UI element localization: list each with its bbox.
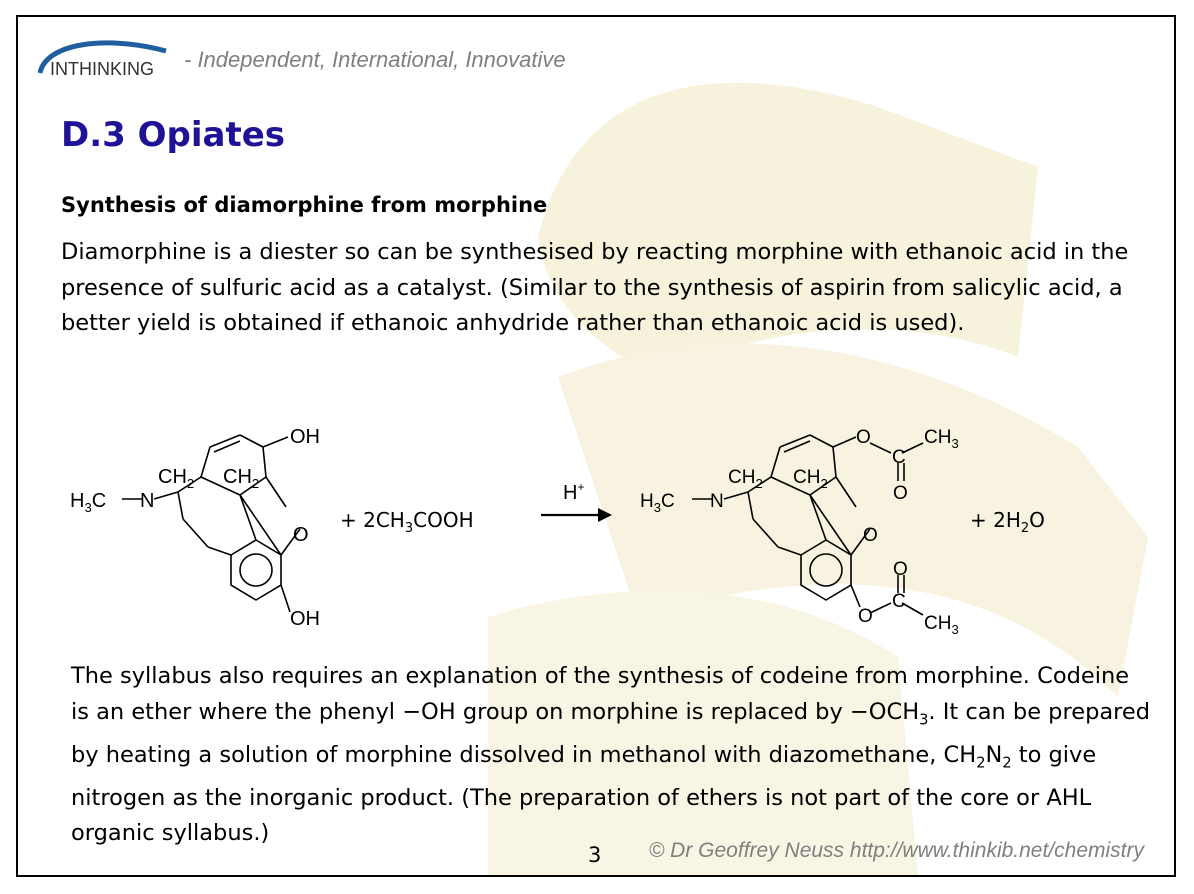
svg-text:CH2: $CH_2$: [793, 467, 828, 491]
inthinking-logo: [36, 29, 186, 79]
catalyst-label: H+: [563, 480, 585, 504]
svg-text:CH3: $CH_3$: [924, 613, 959, 637]
morphine-structure: [122, 435, 300, 612]
svg-text:H3C: $H_3C$: [640, 491, 675, 515]
footer-credit: © Dr Geoffrey Neuss http://www.thinkib.net/chemistry: [648, 839, 1144, 862]
section-subtitle: Synthesis of diamorphine from morphine: [61, 193, 548, 217]
diamorphine-labels: [640, 427, 959, 637]
svg-text:CH3: $CH_3$: [924, 427, 959, 451]
svg-text:CH2: $CH_2$: [728, 467, 763, 491]
svg-text:O: O: [293, 524, 309, 546]
svg-text:H3C: $H_3C$: [70, 490, 107, 515]
logo-text: INTHINKING: [50, 59, 155, 79]
tagline: - Independent, International, Innovative: [184, 47, 566, 72]
svg-text:O: O: [893, 483, 908, 504]
codeine-paragraph: The syllabus also requires an explanation of the synthesis of codeine from morphine. Codeine is an ether where the phenyl −OH group on morphine is replaced by $-OCH_3$. It can be prepared by heating a solution of morphine dissolved in methanol with diazomethane, $CH_2N_2$ to give nitrogen as the inorganic product. (The preparation of ethers is not part of the core or AHL organic syllabus.): [71, 663, 1151, 846]
svg-text:N: N: [710, 491, 724, 512]
svg-text:O: O: [858, 606, 873, 627]
svg-text:C: C: [892, 447, 906, 468]
svg-text:OH: OH: [290, 608, 320, 630]
diamorphine-structure: [692, 435, 923, 615]
svg-text:O: O: [863, 525, 878, 546]
byproduct-text: + $2H_2O$: [970, 508, 1045, 536]
page-number: 3: [588, 843, 602, 867]
page-title: D.3 Opiates: [61, 115, 286, 155]
morphine-labels: [70, 426, 320, 630]
slide: [16, 15, 1176, 877]
reagent-text: + $2CH_3COOH$: [340, 508, 474, 536]
reaction-arrow: [541, 508, 612, 522]
reaction-scheme: [18, 407, 1176, 647]
svg-text:C: C: [892, 591, 906, 612]
svg-text:N: N: [140, 490, 155, 512]
svg-text:CH2: $CH_2$: [158, 466, 195, 491]
intro-paragraph: Diamorphine is a diester so can be synthesised by reacting morphine with ethanoic acid in the presence of sulfuric acid as a catalyst. (Similar to the synthesis of aspirin from salicylic acid, a better yield is obtained if ethanoic anhydride rather than ethanoic acid is used).: [61, 239, 1129, 336]
svg-text:O: O: [856, 427, 871, 448]
svg-text:CH2: $CH_2$: [223, 466, 260, 491]
svg-text:OH: OH: [290, 426, 320, 448]
svg-text:O: O: [893, 559, 908, 580]
